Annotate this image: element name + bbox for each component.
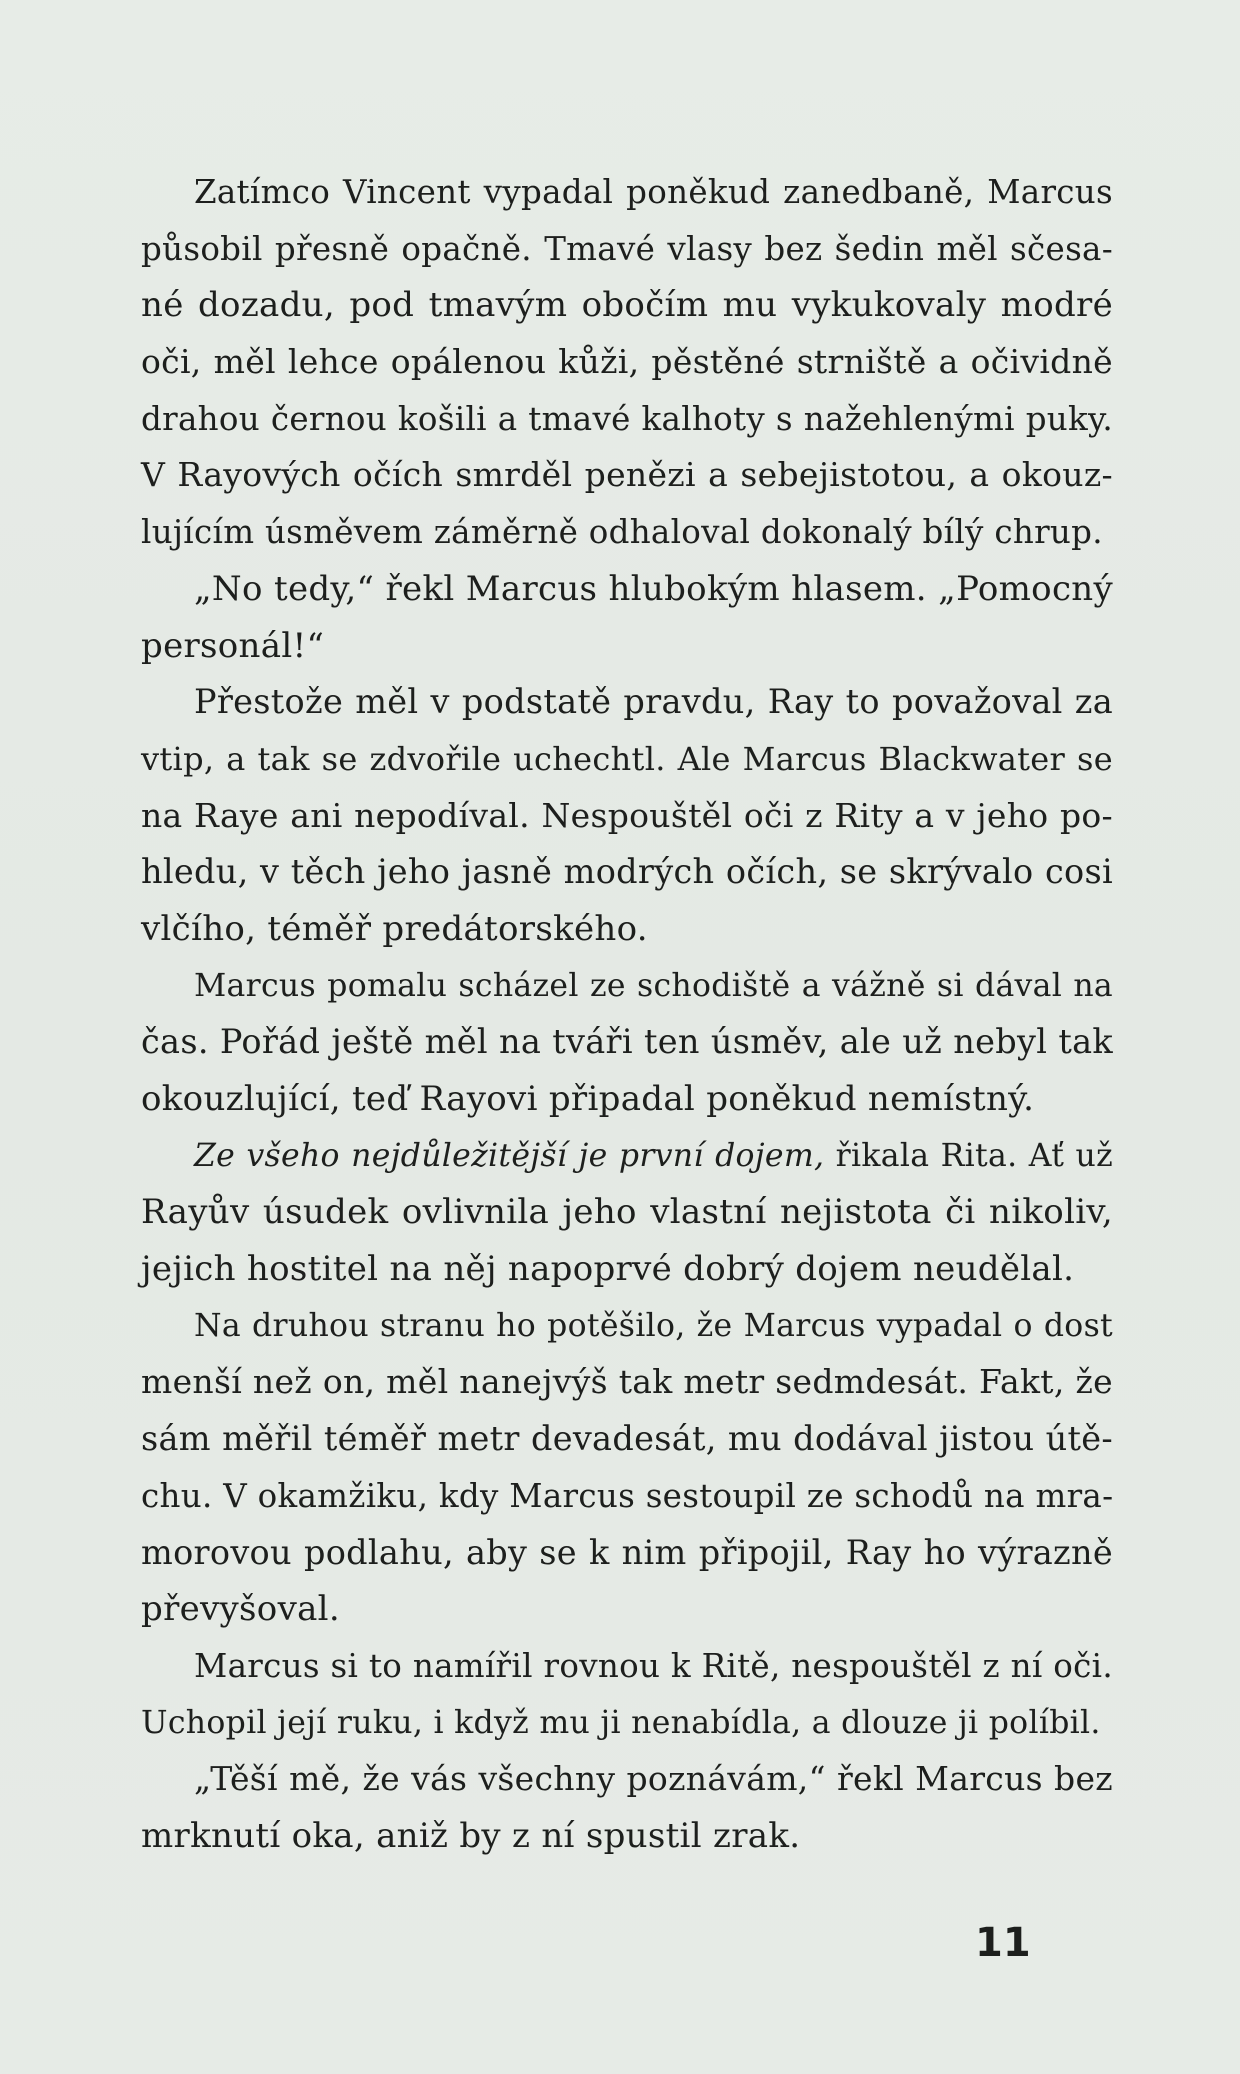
- text-line: hledu, v těch jeho jasně modrých očích, se skrývalo cosi: [141, 852, 1113, 892]
- text-line: čas. Pořád ještě měl na tváři ten úsměv, ale už nebyl tak: [141, 1022, 1113, 1062]
- text-line: V Rayových očích smrděl penězi a sebejistotou, a okouz-: [141, 455, 1113, 495]
- text-line: lujícím úsměvem záměrně odhaloval dokonalý bílý chrup.: [141, 513, 1103, 552]
- text-line: Rayův úsudek ovlivnila jeho vlastní nejistota či nikoliv,: [141, 1192, 1113, 1233]
- text-line: drahou černou košili a tmavé kalhoty s nažehlenými puky.: [141, 399, 1113, 438]
- text-line: jejich hostitel na něj napoprvé dobrý dojem neudělal.: [141, 1249, 1075, 1290]
- paragraph-2: [141, 561, 1113, 674]
- text-line: chu. V okamžiku, kdy Marcus sestoupil ze schodů na mra-: [141, 1476, 1114, 1515]
- text-line: Zatímco Vincent vypadal poněkud zanedbaně, Marcus: [194, 173, 1113, 211]
- text-line: personál!“: [141, 625, 325, 666]
- text-line: oči, měl lehce opálenou kůži, pěstěné strniště a očividně: [141, 342, 1113, 382]
- text-line: menší než on, měl nanejvýš tak metr sedmdesát. Fakt, že: [141, 1362, 1113, 1402]
- text-line: [141, 1128, 1113, 1185]
- text-line: mrknutí oka, aniž by z ní spustil zrak.: [141, 1815, 801, 1856]
- paragraph-3: [141, 674, 1113, 957]
- text-line: vtip, a tak se zdvořile uchechtl. Ale Marcus Blackwater se: [141, 739, 1113, 778]
- paragraph-5: [141, 1128, 1113, 1298]
- text-line: Přestože měl v podstatě pravdu, Ray to považoval za: [194, 682, 1113, 722]
- body-text: [141, 164, 1113, 1865]
- page-number: 11: [975, 1920, 1031, 1966]
- paragraph-8: [141, 1751, 1113, 1864]
- paragraph-7: [141, 1638, 1113, 1751]
- text-line: okouzlující, teď Rayovi připadal poněkud nemístný.: [141, 1079, 1035, 1119]
- paragraph-4: [141, 958, 1113, 1128]
- text-line: působil přesně opačně. Tmavé vlasy bez šedin měl sčesa-: [141, 229, 1113, 268]
- text-line: „Těší mě, že vás všechny poznávám,“ řekl Marcus bez: [194, 1759, 1113, 1799]
- text-line: na Raye ani nepodíval. Nespouštěl oči z Rity a v jeho po-: [141, 795, 1113, 835]
- paragraph-1: [141, 164, 1113, 561]
- text-line: Marcus pomalu scházel ze schodiště a vážně si dával na: [194, 967, 1113, 1004]
- italic-quote: Ze všeho nejdůležitější je první dojem,: [194, 1137, 825, 1174]
- text-line: „No tedy,“ řekl Marcus hlubokým hlasem. „Pomocný: [194, 568, 1113, 609]
- text-line: převyšoval.: [141, 1589, 340, 1630]
- text-span: řikala Rita. Ať už: [835, 1137, 1113, 1174]
- text-line: Marcus si to namířil rovnou k Ritě, nespouštěl z ní oči.: [194, 1646, 1113, 1685]
- paragraph-6: [141, 1298, 1113, 1638]
- text-line: vlčího, téměř predátorského.: [141, 908, 648, 949]
- text-line: Na druhou stranu ho potěšilo, že Marcus vypadal o dost: [194, 1307, 1113, 1344]
- text-line: né dozadu, pod tmavým obočím mu vykukovaly modré: [141, 285, 1113, 326]
- text-line: Uchopil její ruku, i když mu ji nenabídla, a dlouze ji políbil.: [141, 1704, 1101, 1741]
- text-line: morovou podlahu, aby se k nim připojil, Ray ho výrazně: [141, 1532, 1113, 1572]
- text-line: sám měřil téměř metr devadesát, mu dodával jistou útě-: [141, 1419, 1113, 1459]
